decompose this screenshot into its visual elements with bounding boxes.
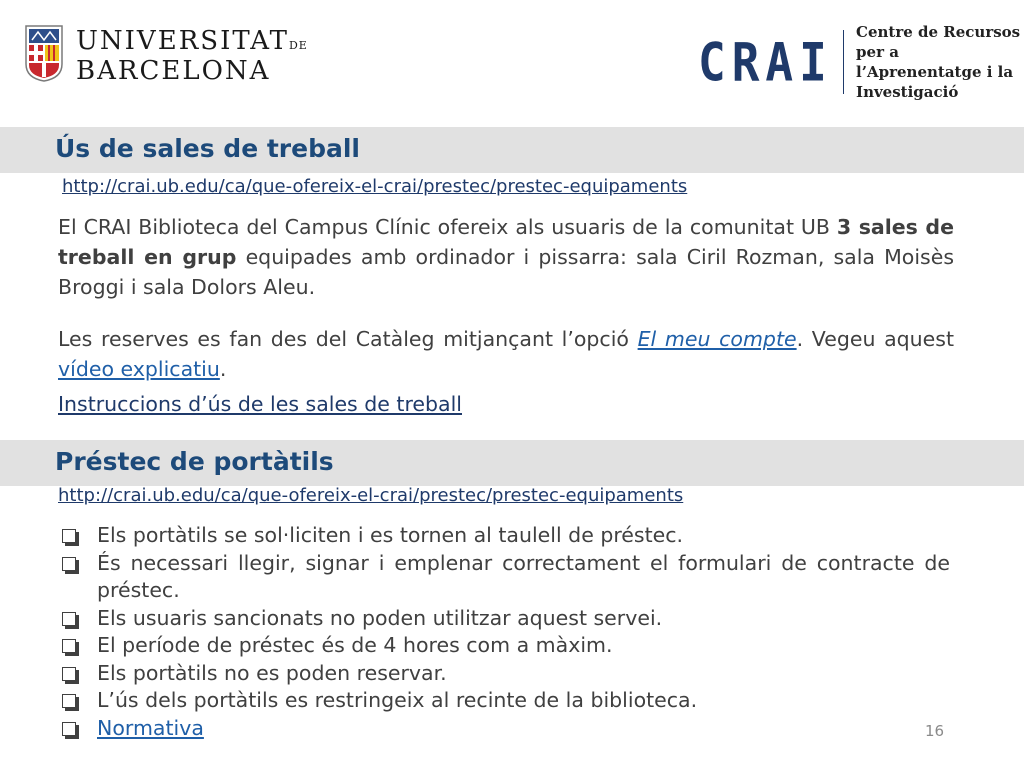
paragraph-text: El CRAI Biblioteca del Campus Clínic ofereix als usuaris de la comunitat UB [58,215,837,239]
slide-header [0,0,1024,110]
checkbox-bullet-icon [62,557,76,571]
checkbox-bullet-icon [62,612,76,626]
url-link-portatils[interactable]: http://crai.ub.edu/ca/que-ofereix-el-crai/prestec/prestec-equipaments [58,485,684,506]
paragraph-text: . [219,357,227,381]
list-item: Els usuaris sancionats no poden utilitzar aquest servei. [62,605,950,633]
bullet-list-portatils [62,522,950,742]
el-meu-compte-link[interactable]: El meu compte [637,327,797,351]
ub-name-de: DE [288,39,308,52]
section-title-sales: Ús de sales de treball [55,134,360,163]
normativa-link[interactable]: Normativa [97,715,204,740]
checkbox-bullet-icon [62,667,76,681]
paragraph-text: . Vegeu aquest [796,327,955,351]
crai-description [856,22,1024,102]
url-link-sales[interactable]: http://crai.ub.edu/ca/que-ofereix-el-crai/prestec/prestec-equipaments [62,176,688,197]
list-item: És necessari llegir, signar i emplenar correctament el formulari de contracte de préstec. [62,550,950,605]
list-item: L’ús dels portàtils es restringeix al recinte de la biblioteca. [62,687,950,715]
ub-name-line1: UNIVERSITATDE [76,26,308,56]
page-number: 16 [925,722,945,740]
paragraph-text: equipades amb ordinador i pissarra: sala Ciril Rozman, sala Moisès Broggi i sala Dolors Aleu. [58,245,955,299]
ub-name-line2: BARCELONA [76,56,271,86]
ub-logo [24,24,308,84]
ub-seal-icon [24,24,64,82]
checkbox-bullet-icon [62,722,76,736]
video-explicatiu-link[interactable]: vídeo explicatiu [58,357,220,381]
section-title-portatils: Préstec de portàtils [55,447,334,476]
crai-wordmark: CRAI [698,30,833,94]
crai-desc-line2: l’Aprenentatge i la Investigació [856,63,1014,101]
crai-logo [698,22,1024,102]
list-item: El període de préstec és de 4 hores com a màxim. [62,632,950,660]
checkbox-bullet-icon [62,639,76,653]
list-item [62,715,950,743]
list-item: Els portàtils se sol·liciten i es tornen al taulell de préstec. [62,522,950,550]
checkbox-bullet-icon [62,529,76,543]
paragraph-sales-description [58,212,954,302]
paragraph-text: Les reserves es fan des del Catàleg mitjançant l’opció [58,327,638,351]
paragraph-bold-text: 3 sales de treball en grup [58,215,954,269]
crai-divider [843,30,844,94]
checkbox-bullet-icon [62,694,76,708]
paragraph-reservations [58,324,954,384]
crai-desc-line1: Centre de Recursos per a [856,23,1021,61]
list-item: Els portàtils no es poden reservar. [62,660,950,688]
instructions-link[interactable]: Instruccions d’ús de les sales de treball [58,392,462,416]
